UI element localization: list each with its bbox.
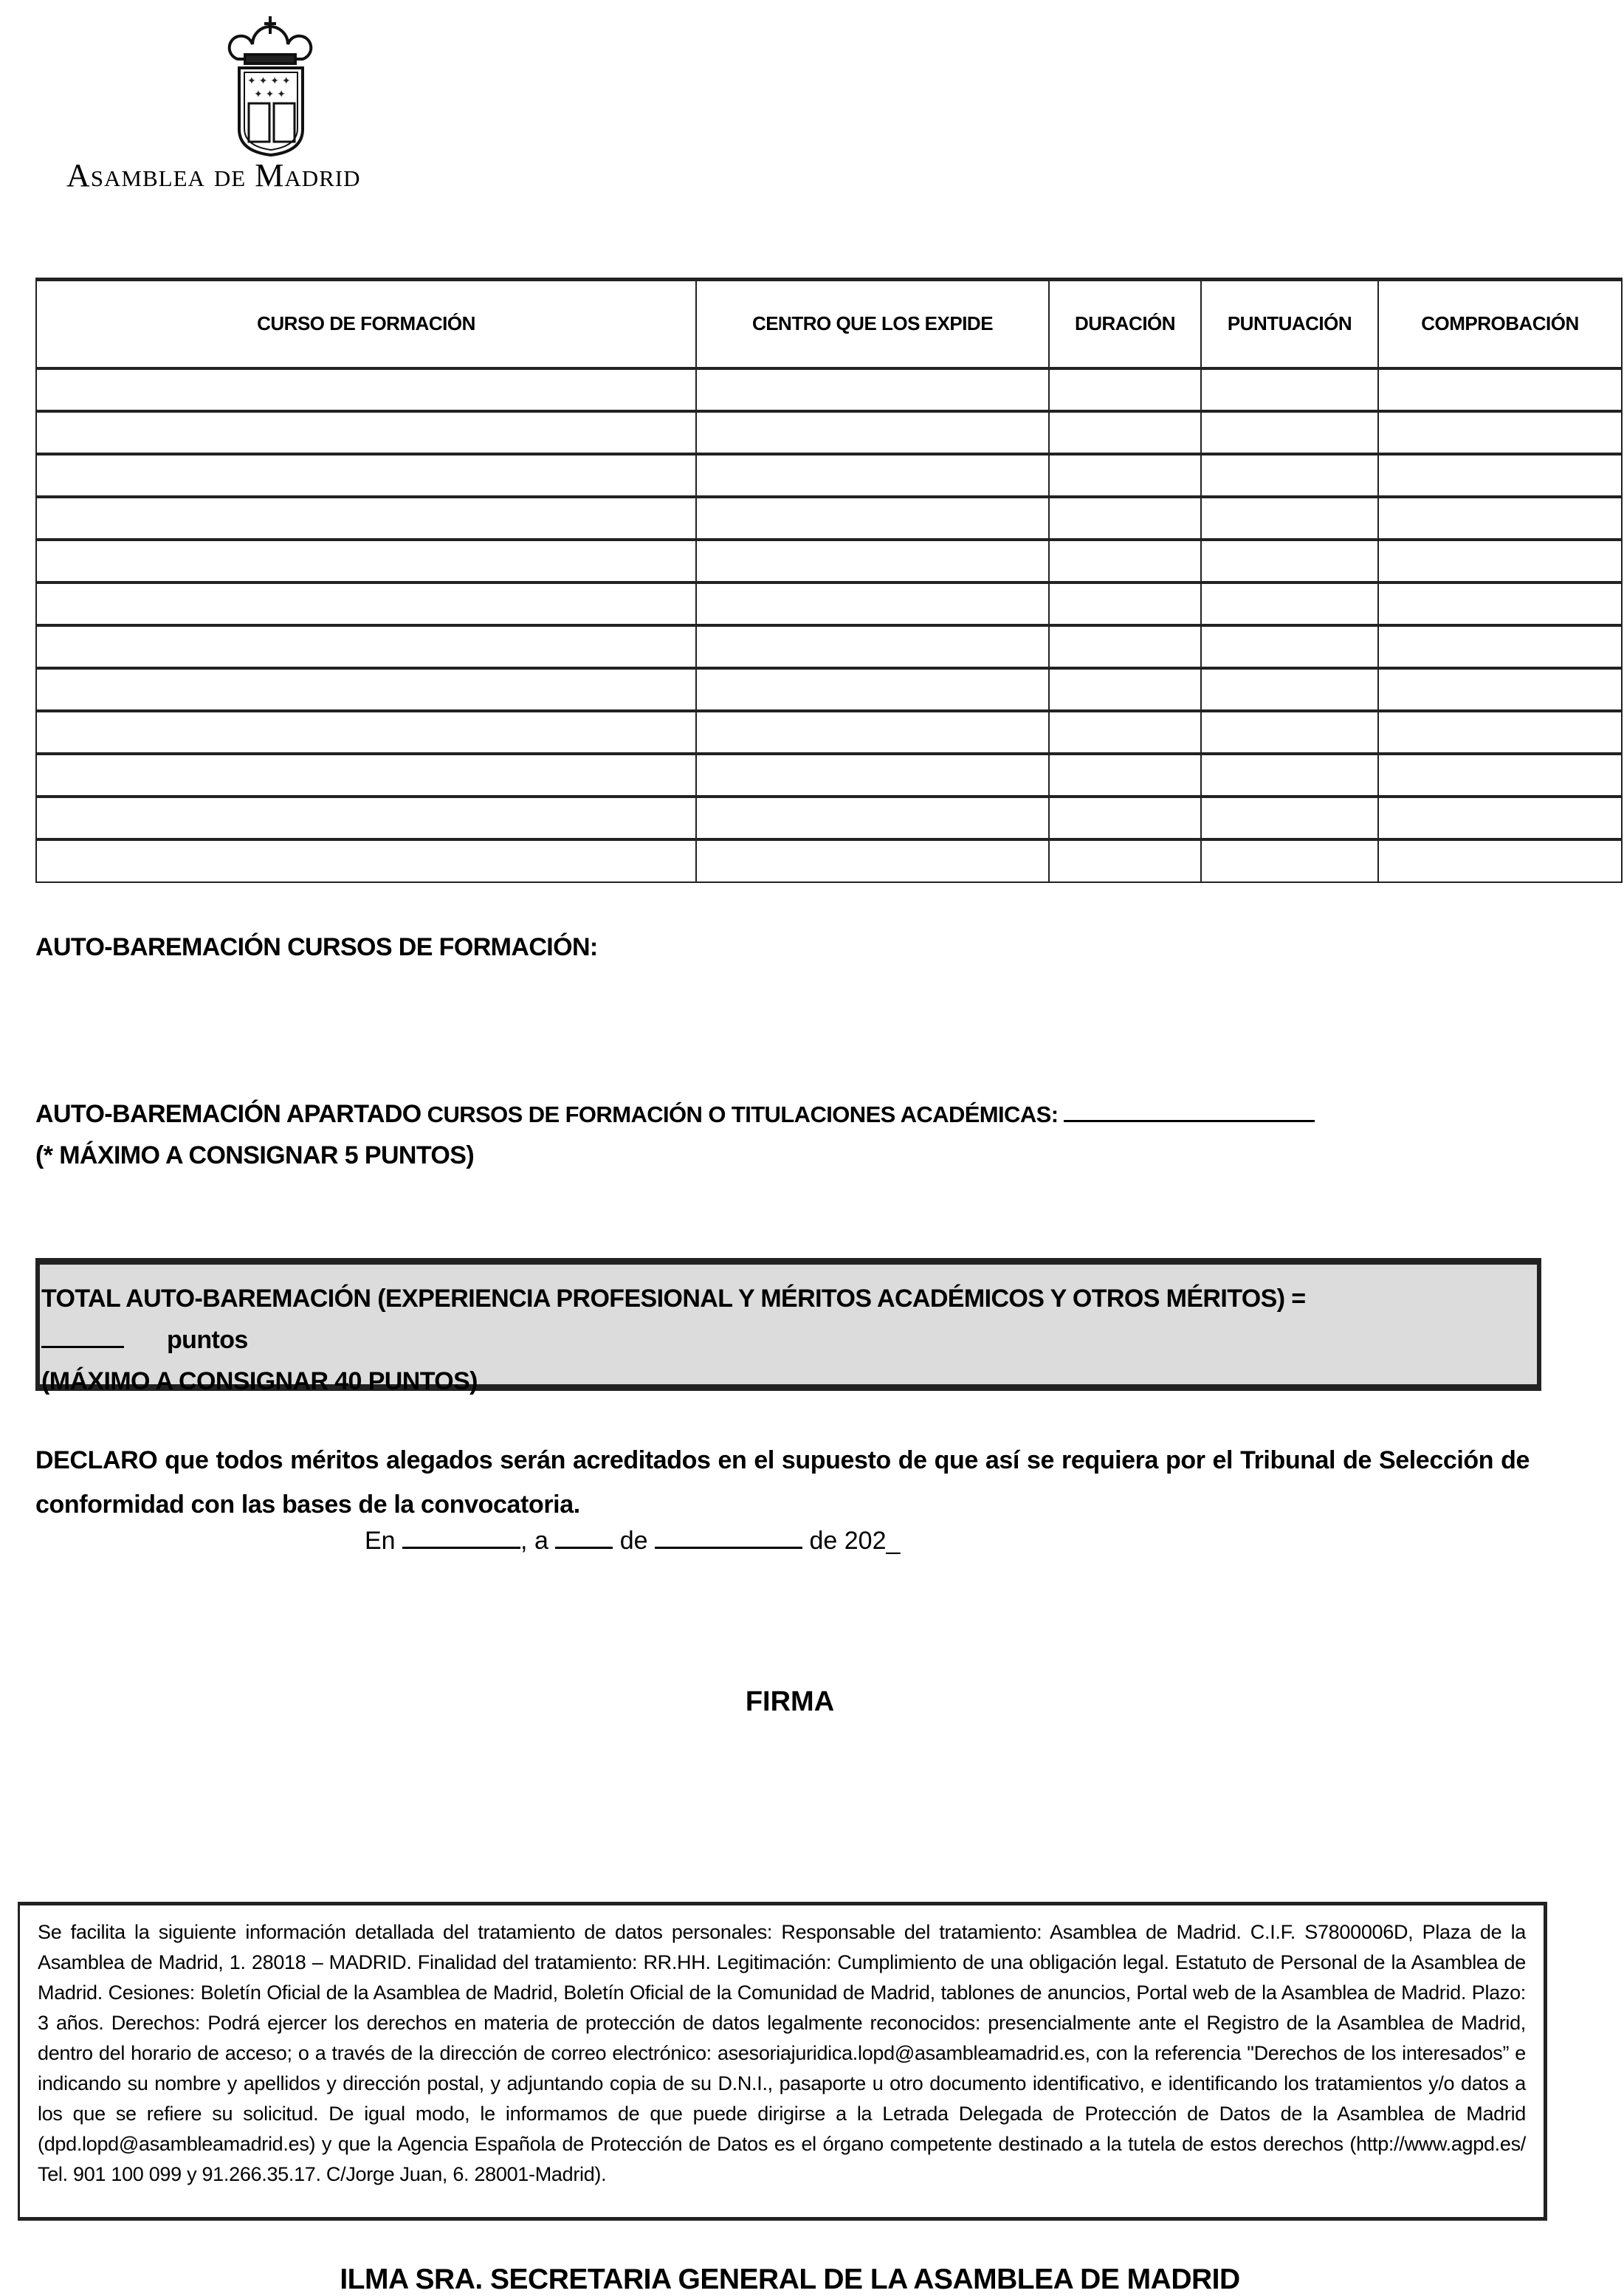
declaration-text: DECLARO que todos méritos alegados serán acreditados en el supuesto de que así se requiera por el Tribunal de Selección de conformidad con las bases de la convocatoria. bbox=[35, 1446, 1530, 1519]
verification-cell[interactable] bbox=[1378, 797, 1622, 839]
table-row bbox=[36, 754, 1622, 797]
table-row bbox=[36, 582, 1622, 625]
duration-cell[interactable] bbox=[1049, 411, 1201, 454]
center-cell[interactable] bbox=[696, 668, 1049, 711]
date-line bbox=[365, 1527, 900, 1556]
course-cell[interactable] bbox=[36, 368, 696, 411]
duration-cell[interactable] bbox=[1049, 368, 1201, 411]
total-score-box bbox=[35, 1258, 1541, 1395]
center-cell[interactable] bbox=[696, 582, 1049, 625]
score-cell[interactable] bbox=[1201, 711, 1378, 754]
center-cell[interactable] bbox=[696, 497, 1049, 540]
duration-cell[interactable] bbox=[1049, 497, 1201, 540]
column-header-verification: COMPROBACIÓN bbox=[1378, 280, 1622, 368]
table-row bbox=[36, 711, 1622, 754]
course-cell[interactable] bbox=[36, 540, 696, 582]
apartado-subject: CURSOS DE FORMACIÓN O TITULACIONES ACADÉMICAS: bbox=[421, 1101, 1064, 1127]
total-points-line bbox=[40, 1319, 1537, 1361]
score-cell[interactable] bbox=[1201, 497, 1378, 540]
verification-cell[interactable] bbox=[1378, 668, 1622, 711]
table-row bbox=[36, 540, 1622, 582]
table-row bbox=[36, 497, 1622, 540]
duration-cell[interactable] bbox=[1049, 754, 1201, 797]
month-blank[interactable] bbox=[655, 1547, 802, 1549]
data-protection-notice bbox=[18, 1902, 1547, 2221]
duration-cell[interactable] bbox=[1049, 797, 1201, 839]
verification-cell[interactable] bbox=[1378, 411, 1622, 454]
score-cell[interactable] bbox=[1201, 368, 1378, 411]
duration-cell[interactable] bbox=[1049, 711, 1201, 754]
data-protection-text: Se facilita la siguiente información detallada del tratamiento de datos personales: Responsable del tratamiento: Asamblea de Madrid. C.I.F. S7800006D, Plaza de la Asamblea de Madrid, 1. 28018 – MADRID. Finalidad del tratamiento: RR.HH. Legitimación: Cumplimiento de una obligación legal. Estatuto de Personal de la Asamblea de Madrid. Cesiones: Boletín Oficial de la Asamblea de Madrid, Boletín Oficial de la Comunidad de Madrid, tablones de anuncios, Portal web de la Asamblea de Madrid. Plazo: 3 años. Derechos: Podrá ejercer los derechos en materia de protección de datos legalmente reconocidos: presencialmente ante el Registro de la Asamblea de Madrid, dentro del horario de acceso; o a través de la dirección de correo electrónico: asesoriajuridica.lopd@asambleamadrid.es, con la referencia "Derechos de los interesados” e indicando su nombre y apellidos y dirección postal, y adjuntando copia de su D.N.I., pasaporte u otro documento identificativo, e identificando los tratamientos y/o datos a los que se refiere su solicitud. De igual modo, le informamos de que puede dirigirse a la Letrada Delegada de Protección de Datos de la Asamblea de Madrid (dpd.lopd@asambleamadrid.es) y que la Agencia Española de Protección de Datos es el órgano competente destinado a la tutela de estos derechos (http://www.agpd.es/ Tel. 901 100 099 y 91.266.35.17. C/Jorge Juan, 6. 28001-Madrid). bbox=[38, 1921, 1526, 2185]
place-blank[interactable] bbox=[402, 1547, 520, 1549]
table-row bbox=[36, 668, 1622, 711]
center-cell[interactable] bbox=[696, 368, 1049, 411]
day-blank[interactable] bbox=[555, 1547, 613, 1549]
verification-cell[interactable] bbox=[1378, 839, 1622, 882]
total-heading: TOTAL AUTO-BAREMACIÓN (EXPERIENCIA PROFESIONAL Y MÉRITOS ACADÉMICOS Y OTROS MÉRITOS) = bbox=[41, 1285, 1306, 1313]
addressee: ILMA SRA. SECRETARIA GENERAL DE LA ASAMBLEA DE MADRID bbox=[340, 2264, 1240, 2295]
table-row bbox=[36, 797, 1622, 839]
verification-cell[interactable] bbox=[1378, 754, 1622, 797]
duration-cell[interactable] bbox=[1049, 625, 1201, 668]
date-de-label: de bbox=[619, 1527, 648, 1555]
logo-text: Asamblea de Madrid bbox=[66, 157, 361, 193]
score-cell[interactable] bbox=[1201, 411, 1378, 454]
date-a-label: , a bbox=[520, 1527, 548, 1555]
center-cell[interactable] bbox=[696, 540, 1049, 582]
score-cell[interactable] bbox=[1201, 797, 1378, 839]
course-cell[interactable] bbox=[36, 625, 696, 668]
apartado-max-note: (* MÁXIMO A CONSIGNAR 5 PUNTOS) bbox=[35, 1141, 475, 1169]
column-header-course: CURSO DE FORMACIÓN bbox=[36, 280, 696, 368]
score-cell[interactable] bbox=[1201, 540, 1378, 582]
section-heading-courses: AUTO-BAREMACIÓN CURSOS DE FORMACIÓN: bbox=[35, 933, 598, 961]
center-cell[interactable] bbox=[696, 411, 1049, 454]
score-cell[interactable] bbox=[1201, 668, 1378, 711]
score-cell[interactable] bbox=[1201, 625, 1378, 668]
course-cell[interactable] bbox=[36, 668, 696, 711]
table-row bbox=[36, 454, 1622, 497]
course-cell[interactable] bbox=[36, 839, 696, 882]
center-cell[interactable] bbox=[696, 797, 1049, 839]
table-header-row bbox=[36, 280, 1622, 368]
duration-cell[interactable] bbox=[1049, 540, 1201, 582]
verification-cell[interactable] bbox=[1378, 540, 1622, 582]
course-cell[interactable] bbox=[36, 797, 696, 839]
duration-cell[interactable] bbox=[1049, 454, 1201, 497]
score-cell[interactable] bbox=[1201, 839, 1378, 882]
course-cell[interactable] bbox=[36, 497, 696, 540]
verification-cell[interactable] bbox=[1378, 497, 1622, 540]
table-row bbox=[36, 625, 1622, 668]
svg-text:✦ ✦ ✦ ✦: ✦ ✦ ✦ ✦ bbox=[247, 75, 291, 86]
verification-cell[interactable] bbox=[1378, 711, 1622, 754]
duration-cell[interactable] bbox=[1049, 668, 1201, 711]
table-row bbox=[36, 839, 1622, 882]
table-row bbox=[36, 411, 1622, 454]
signature-label: FIRMA bbox=[745, 1686, 835, 1717]
center-cell[interactable] bbox=[696, 839, 1049, 882]
verification-cell[interactable] bbox=[1378, 368, 1622, 411]
center-cell[interactable] bbox=[696, 754, 1049, 797]
svg-text:✦ ✦ ✦: ✦ ✦ ✦ bbox=[254, 88, 286, 100]
year-label: de 202_ bbox=[809, 1527, 901, 1555]
date-en-label: En bbox=[365, 1527, 396, 1555]
section-apartado-line bbox=[35, 1100, 1315, 1129]
duration-cell[interactable] bbox=[1049, 582, 1201, 625]
course-cell[interactable] bbox=[36, 711, 696, 754]
apartado-label: AUTO-BAREMACIÓN APARTADO bbox=[35, 1100, 422, 1128]
total-max-note: (MÁXIMO A CONSIGNAR 40 PUNTOS) bbox=[41, 1367, 478, 1395]
verification-cell[interactable] bbox=[1378, 454, 1622, 497]
points-label: puntos bbox=[167, 1326, 248, 1354]
course-cell[interactable] bbox=[36, 754, 696, 797]
center-cell[interactable] bbox=[696, 454, 1049, 497]
column-header-score: PUNTUACIÓN bbox=[1201, 280, 1378, 368]
total-points-blank[interactable] bbox=[41, 1346, 124, 1348]
column-header-duration: DURACIÓN bbox=[1049, 280, 1201, 368]
courses-table bbox=[35, 278, 1623, 883]
center-cell[interactable] bbox=[696, 625, 1049, 668]
course-cell[interactable] bbox=[36, 411, 696, 454]
verification-cell[interactable] bbox=[1378, 625, 1622, 668]
center-cell[interactable] bbox=[696, 711, 1049, 754]
score-cell[interactable] bbox=[1201, 582, 1378, 625]
score-cell[interactable] bbox=[1201, 754, 1378, 797]
duration-cell[interactable] bbox=[1049, 839, 1201, 882]
column-header-center: CENTRO QUE LOS EXPIDE bbox=[696, 280, 1049, 368]
score-cell[interactable] bbox=[1201, 454, 1378, 497]
table-row bbox=[36, 368, 1622, 411]
verification-cell[interactable] bbox=[1378, 582, 1622, 625]
course-cell[interactable] bbox=[36, 454, 696, 497]
apartado-score-blank[interactable] bbox=[1064, 1120, 1315, 1122]
course-cell[interactable] bbox=[36, 582, 696, 625]
